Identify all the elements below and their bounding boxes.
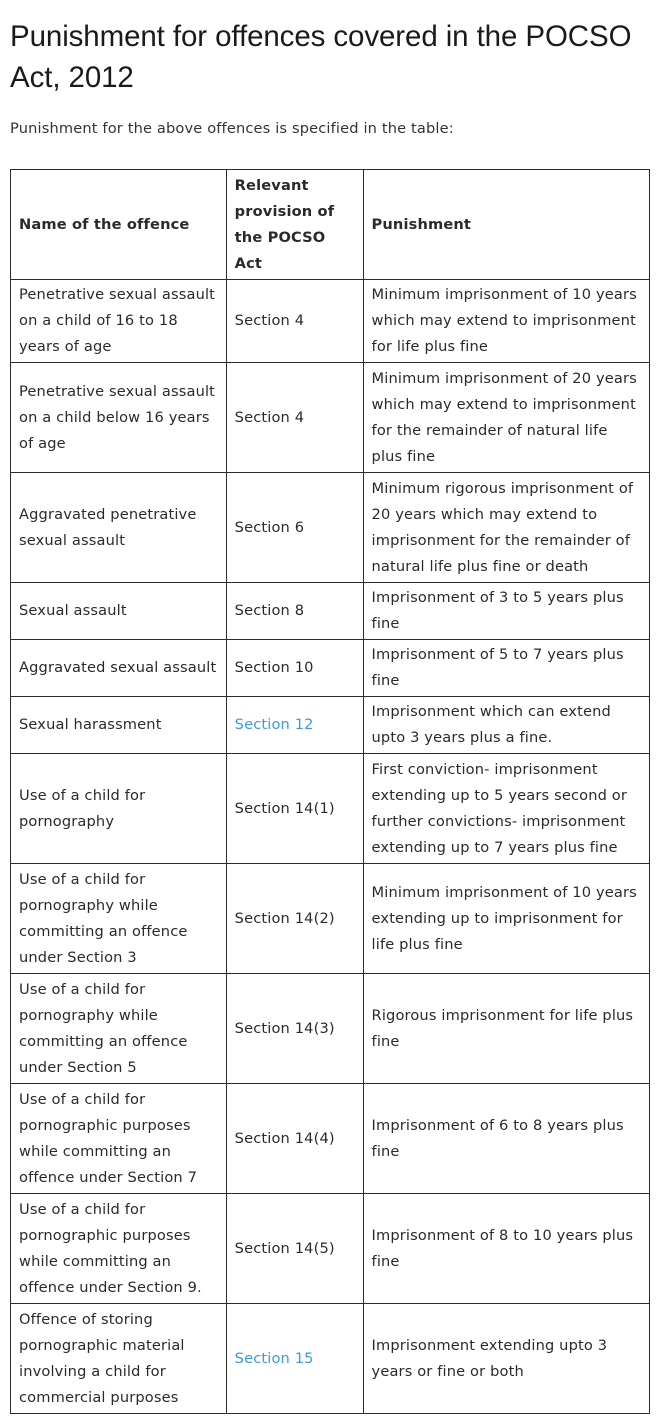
table-header-row xyxy=(11,170,650,280)
punishment-cell: Rigorous imprisonment for life plus fine xyxy=(363,974,649,1084)
provision-cell: Section 4 xyxy=(226,280,363,363)
provision-cell xyxy=(226,697,363,754)
table-row xyxy=(11,1304,650,1414)
offence-cell: Penetrative sexual assault on a child below 16 years of age xyxy=(11,363,227,473)
provision-cell: Section 14(4) xyxy=(226,1084,363,1194)
offence-cell: Sexual harassment xyxy=(11,697,227,754)
table-row xyxy=(11,864,650,974)
header-offence: Name of the offence xyxy=(11,170,227,280)
table-row xyxy=(11,974,650,1084)
provision-cell: Section 8 xyxy=(226,583,363,640)
offence-cell: Use of a child for pornographic purposes while committing an offence under Section 9. xyxy=(11,1194,227,1304)
offence-cell: Use of a child for pornography while committing an offence under Section 3 xyxy=(11,864,227,974)
table-row xyxy=(11,1084,650,1194)
provision-cell xyxy=(226,1304,363,1414)
punishment-cell: Minimum imprisonment of 20 years which may extend to imprisonment for the remainder of natural life plus fine xyxy=(363,363,649,473)
punishment-cell: First conviction- imprisonment extending up to 5 years second or further convictions- imprisonment extending up to 7 years plus fine xyxy=(363,754,649,864)
page-title: Punishment for offences covered in the POCSO Act, 2012 xyxy=(10,20,632,94)
punishment-cell: Minimum rigorous imprisonment of 20 years which may extend to imprisonment for the remainder of natural life plus fine or death xyxy=(363,473,649,583)
provision-cell: Section 14(5) xyxy=(226,1194,363,1304)
offence-cell: Offence of storing pornographic material involving a child for commercial purposes xyxy=(11,1304,227,1414)
table-row xyxy=(11,754,650,864)
section-link[interactable]: Section 12 xyxy=(234,716,314,733)
offence-cell: Use of a child for pornography while committing an offence under Section 5 xyxy=(11,974,227,1084)
table-row xyxy=(11,640,650,697)
intro-text: Punishment for the above offences is specified in the table: xyxy=(10,120,454,137)
offence-cell: Aggravated sexual assault xyxy=(11,640,227,697)
table-row xyxy=(11,280,650,363)
provision-cell: Section 6 xyxy=(226,473,363,583)
offence-cell: Aggravated penetrative sexual assault xyxy=(11,473,227,583)
punishment-cell: Imprisonment of 8 to 10 years plus fine xyxy=(363,1194,649,1304)
punishment-cell: Minimum imprisonment of 10 years which may extend to imprisonment for life plus fine xyxy=(363,280,649,363)
provision-cell: Section 10 xyxy=(226,640,363,697)
punishment-cell: Imprisonment of 6 to 8 years plus fine xyxy=(363,1084,649,1194)
provision-cell: Section 14(3) xyxy=(226,974,363,1084)
table-row xyxy=(11,583,650,640)
header-punishment: Punishment xyxy=(363,170,649,280)
table-row xyxy=(11,473,650,583)
provision-cell: Section 14(1) xyxy=(226,754,363,864)
punishment-cell: Imprisonment which can extend upto 3 years plus a fine. xyxy=(363,697,649,754)
provision-cell: Section 14(2) xyxy=(226,864,363,974)
punishment-cell: Imprisonment of 3 to 5 years plus fine xyxy=(363,583,649,640)
section-link[interactable]: Section 15 xyxy=(234,1349,314,1367)
offence-cell: Use of a child for pornography xyxy=(11,754,227,864)
offence-cell: Sexual assault xyxy=(11,583,227,640)
table-body xyxy=(11,280,650,1414)
punishment-cell: Imprisonment of 5 to 7 years plus fine xyxy=(363,640,649,697)
offence-cell: Penetrative sexual assault on a child of 16 to 18 years of age xyxy=(11,280,227,363)
punishment-cell: Imprisonment extending upto 3 years or fine or both xyxy=(363,1304,649,1414)
header-provision: Relevant provision of the POCSO Act xyxy=(226,170,363,280)
table-row xyxy=(11,363,650,473)
punishment-cell: Minimum imprisonment of 10 years extending up to imprisonment for life plus fine xyxy=(363,864,649,974)
provision-cell: Section 4 xyxy=(226,363,363,473)
punishment-table xyxy=(10,169,650,1414)
table-row xyxy=(11,697,650,754)
table-row xyxy=(11,1194,650,1304)
offence-cell: Use of a child for pornographic purposes while committing an offence under Section 7 xyxy=(11,1084,227,1194)
